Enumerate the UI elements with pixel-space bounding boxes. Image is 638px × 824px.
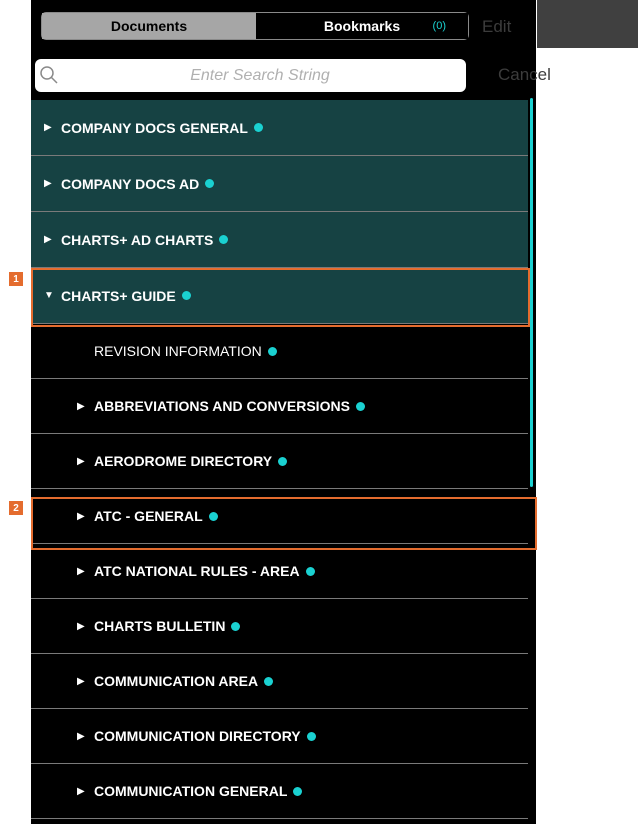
tree-item-label: COMMUNICATION GENERAL xyxy=(94,783,288,799)
tree-item-label: AERODROME DIRECTORY xyxy=(94,453,273,469)
tree-item-charts-ad-charts[interactable] xyxy=(31,212,528,268)
search-input[interactable] xyxy=(65,59,455,92)
status-dot-icon xyxy=(307,732,316,741)
annotation-badge-2: 2 xyxy=(9,501,23,515)
annotation-badge-1: 1 xyxy=(9,272,23,286)
tree-item-communication-directory[interactable] xyxy=(31,709,528,764)
view-segmented-control xyxy=(41,12,469,40)
tree-item-revision-information[interactable] xyxy=(31,324,528,379)
document-tree xyxy=(31,100,528,819)
tree-item-label: COMMUNICATION DIRECTORY xyxy=(94,728,301,744)
tree-item-communication-general[interactable] xyxy=(31,764,528,819)
tab-documents-label: Documents xyxy=(110,18,188,34)
status-dot-icon xyxy=(268,347,277,356)
tree-item-abbreviations[interactable] xyxy=(31,379,528,434)
tree-item-label: COMMUNICATION AREA xyxy=(94,673,259,689)
caret-right-icon[interactable]: ▶ xyxy=(77,620,85,632)
documents-panel xyxy=(31,0,551,824)
caret-right-icon[interactable]: ▶ xyxy=(77,400,85,412)
tree-item-atc-national-rules[interactable] xyxy=(31,544,528,599)
edit-button[interactable]: Edit xyxy=(482,17,512,36)
tree-item-label: CHARTS BULLETIN xyxy=(94,618,226,634)
tree-item-aerodrome-directory[interactable] xyxy=(31,434,528,489)
status-dot-icon xyxy=(278,457,287,466)
status-dot-icon xyxy=(219,235,228,244)
tree-item-label: COMPANY DOCS GENERAL xyxy=(61,119,248,136)
status-dot-icon xyxy=(254,123,263,132)
caret-right-icon[interactable]: ▶ xyxy=(77,675,85,687)
tree-item-label: COMPANY DOCS AD xyxy=(61,175,200,192)
search-bar xyxy=(35,59,466,92)
bookmarks-count: (0) xyxy=(432,20,446,32)
highlight-box-1 xyxy=(31,268,530,327)
tab-documents[interactable] xyxy=(42,13,256,39)
caret-right-icon[interactable]: ▶ xyxy=(77,730,85,742)
status-dot-icon xyxy=(306,567,315,576)
caret-right-icon[interactable]: ▶ xyxy=(44,178,52,189)
tree-item-label: REVISION INFORMATION xyxy=(94,343,262,359)
tree-item-charts-bulletin[interactable] xyxy=(31,599,528,654)
caret-right-icon[interactable]: ▶ xyxy=(77,510,85,522)
status-dot-icon xyxy=(356,402,365,411)
cancel-button[interactable]: Cancel xyxy=(498,65,551,84)
highlight-box-2 xyxy=(31,497,537,550)
tree-item-company-docs-ad[interactable] xyxy=(31,156,528,212)
caret-right-icon[interactable]: ▶ xyxy=(77,565,85,577)
header-gray-box xyxy=(537,0,638,48)
status-dot-icon xyxy=(205,179,214,188)
status-dot-icon xyxy=(293,787,302,796)
tree-item-label: ATC - GENERAL xyxy=(94,508,203,524)
tree-item-communication-area[interactable] xyxy=(31,654,528,709)
caret-right-icon[interactable]: ▶ xyxy=(44,122,52,133)
tree-item-label: ABBREVIATIONS AND CONVERSIONS xyxy=(94,398,350,414)
caret-right-icon[interactable]: ▶ xyxy=(77,785,85,797)
caret-down-icon[interactable]: ▼ xyxy=(44,290,54,301)
tree-item-company-docs-general[interactable] xyxy=(31,100,528,156)
caret-right-icon[interactable]: ▶ xyxy=(77,455,85,467)
tree-item-label: CHARTS+ GUIDE xyxy=(61,287,176,304)
scrollbar-thumb[interactable] xyxy=(530,98,533,487)
tree-item-label: CHARTS+ AD CHARTS xyxy=(61,231,214,248)
tree-item-label: ATC NATIONAL RULES - AREA xyxy=(94,563,300,579)
status-dot-icon xyxy=(231,622,240,631)
tab-bookmarks-label: Bookmarks xyxy=(323,18,401,34)
caret-right-icon[interactable]: ▶ xyxy=(44,234,52,245)
tab-bookmarks[interactable] xyxy=(256,13,468,39)
search-icon xyxy=(39,65,59,85)
status-dot-icon xyxy=(264,677,273,686)
